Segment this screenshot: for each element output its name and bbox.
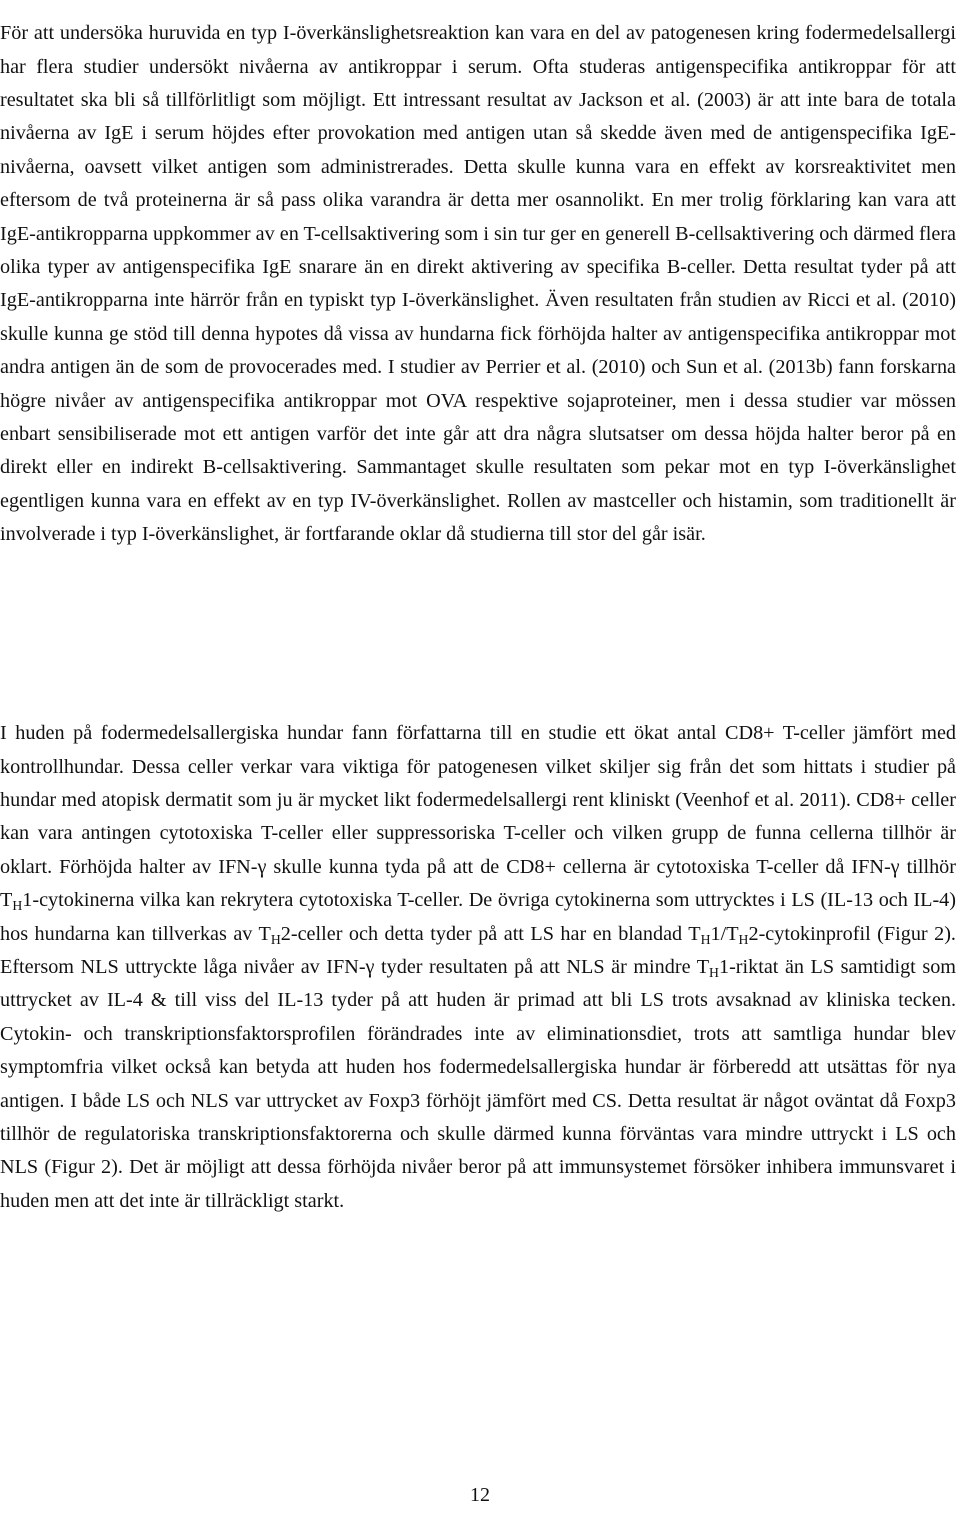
- subscript-h: H: [270, 931, 281, 947]
- subscript-h: H: [12, 898, 23, 914]
- subscript-h: H: [700, 931, 711, 947]
- paragraph-text: 1-cytokinerna vilka kan rekrytera cytotoxiska T-celler. De övriga cytokinerna som uttrycktes i LS (IL-13 och IL-4) hos hundarna kan tillverkas av T: [0, 889, 956, 945]
- page-number: 12: [470, 1484, 490, 1506]
- body-paragraph: [0, 717, 956, 1218]
- subscript-h: H: [709, 964, 719, 980]
- paragraph-text: 1/T: [710, 922, 739, 945]
- paragraph-text: 2-celler och detta tyder på att LS har en blandad T: [280, 922, 701, 945]
- paragraph-text: För att undersöka huruvida en typ I-överkänslighetsreaktion kan vara en del av patogenesen kring fodermedelsallergi har flera studier undersökt nivåerna av antikroppar i serum. Ofta studeras antigenspecifika antikroppar för att resultatet ska bli så tillförlitligt som möjligt. Ett intressant resultat av Jackson et al. (2003) är att inte bara de totala nivåerna av IgE i serum höjdes efter provokation med antigen utan så skedde även med de antigenspecifika IgE-nivåerna, oavsett vilket antigen som administrerades. Detta skulle kunna vara en effekt av korsreaktivitet men eftersom de två proteinerna är så pass olika varandra är detta mer osannolikt. En mer trolig förklaring kan vara att IgE-antikropparna uppkommer av en T-cellsaktivering som i sin tur ger en generell B-cellsaktivering och därmed flera olika typer av antigenspecifika IgE snarare än en direkt aktivering av specifika B-celler. Detta resultat tyder på att IgE-antikropparna inte härrör från en typiskt typ I-överkänslighet. Även resultaten från studien av Ricci et al. (2010) skulle kunna ge stöd till denna hypotes då vissa av hundarna fick förhöjda halter av antigenspecifika antikroppar mot andra antigen än de som de provocerades med. I studier av Perrier et al. (2010) och Sun et al. (2013b) fann forskarna högre nivåer av antigenspecifika antikroppar mot OVA respektive sojaproteiner, men i dessa studier var mössen enbart sensibiliserade mot ett antigen varför det inte går att dra några slutsatser om dessa höjda halter beror på en direkt eller en indirekt B-cellsaktivering. Sammantaget skulle resultaten som pekar mot en typ I-överkänslighet egentligen kunna vara en effekt av en typ IV-överkänslighet. Rollen av mastceller och histamin, som traditionellt är involverade i typ I-överkänslighet, är fortfarande oklar då studierna till stor del går isär.: [0, 22, 956, 546]
- paragraph-text: 1-riktat än LS samtidigt som uttrycket av IL-4 & till viss del IL-13 tyder på att huden är primad att bli LS trots avsaknad av kliniska tecken. Cytokin- och transkriptionsfaktorsprofilen förändrades inte av eliminationsdiet, trots att samtliga hundar blev symptomfria vilket också kan betyda att huden hos fodermedelsallergiska hundar är förberedd att utsättas för nya antigen. I både LS och NLS var uttrycket av Foxp3 förhöjt jämfört med CS. Detta resultat är något oväntat då Foxp3 tillhör de regulatoriska transkriptionsfaktorerna och skulle därmed kunna förväntas vara mindre uttryckt i LS och NLS (Figur 2). Det är möjligt att dessa förhöjda nivåer beror på att immunsystemet försöker inhibera immunsvaret i huden men att det inte är tillräckligt starkt.: [0, 956, 956, 1212]
- paragraph-text: 2-cytokinprofil (Figur 2). Eftersom NLS uttryckte låga nivåer av IFN-γ tyder resultaten på att NLS är mindre T: [0, 922, 956, 979]
- subscript-h: H: [738, 931, 749, 947]
- body-paragraph: [0, 17, 956, 552]
- paragraph-text: I huden på fodermedelsallergiska hundar fann författarna till en studie ett ökat antal CD8+ T-celler jämfört med kontrollhundar. Dessa celler verkar vara viktiga för patogenesen vilket skiljer sig från det som hittats i studier på hundar med atopisk dermatit som ju är mycket likt fodermedelsallergi rent kliniskt (Veenhof et al. 2011). CD8+ celler kan vara antingen cytotoxiska T-celler eller suppressoriska T-celler och vilken grupp de funna cellerna tillhör är oklart. Förhöjda halter av IFN-γ skulle kunna tyda på att de CD8+ cellerna är cytotoxiska T-celler då IFN-γ tillhör T: [0, 722, 956, 912]
